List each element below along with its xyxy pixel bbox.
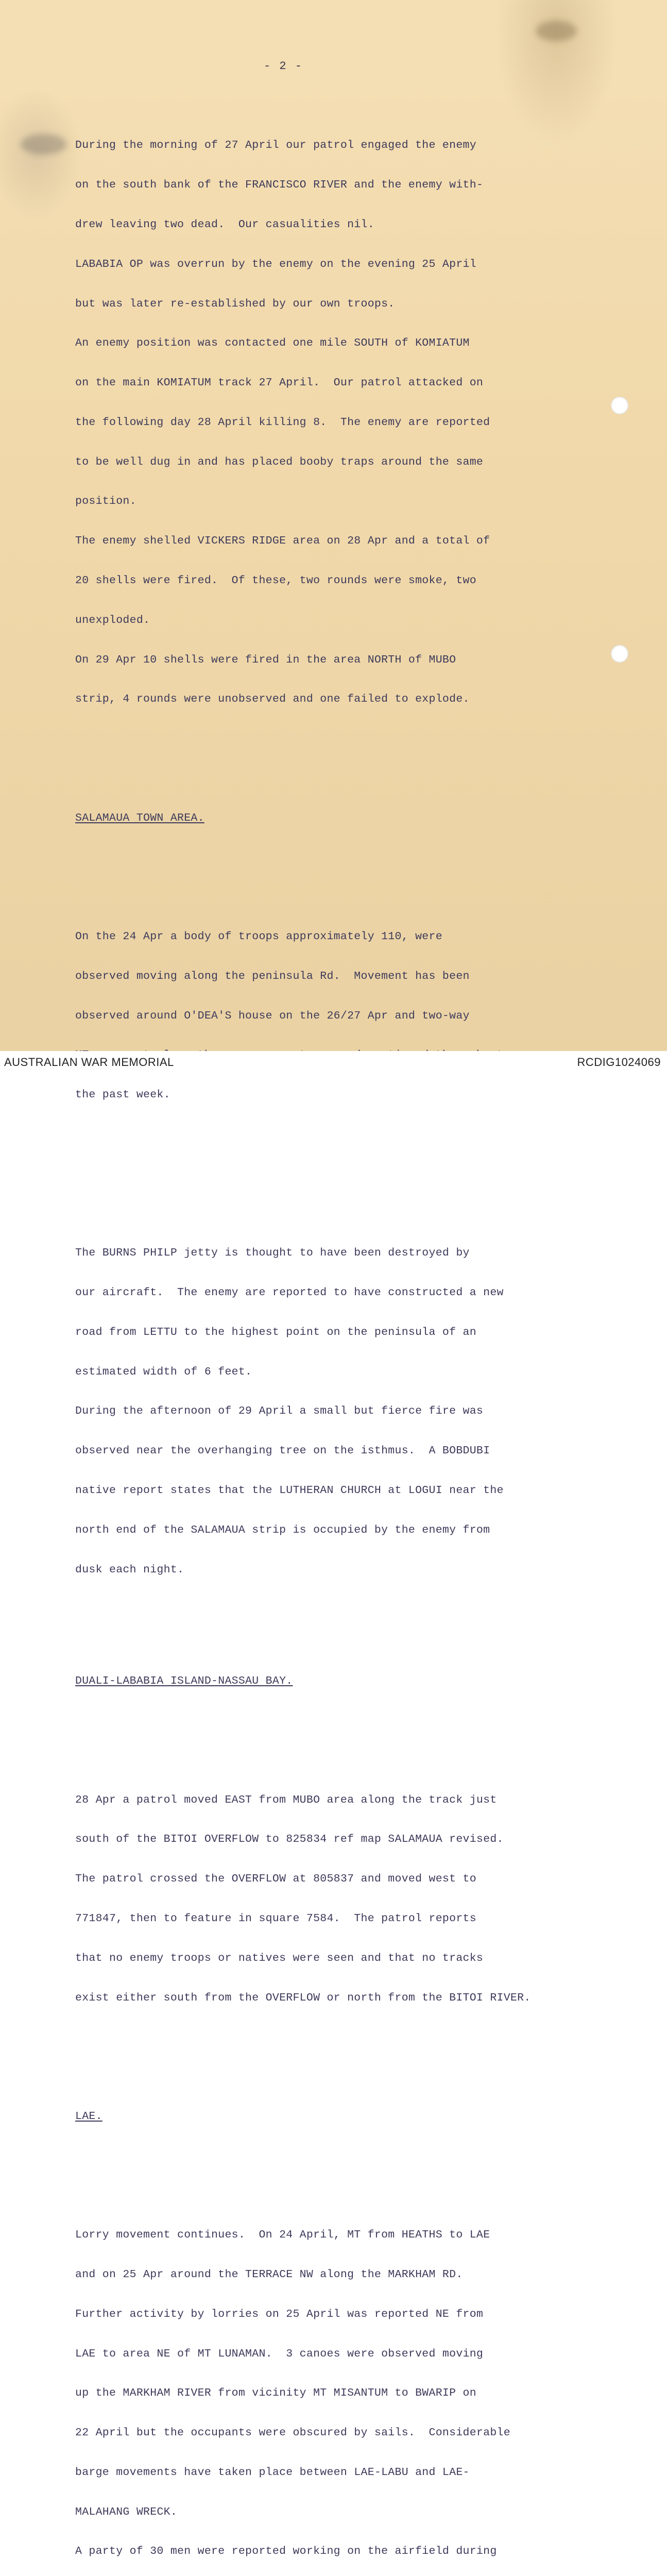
text-line: up the MARKHAM RIVER from vicinity MT MISANTUM to BWARIP on bbox=[75, 2387, 476, 2400]
text-line: unexploded. bbox=[75, 614, 150, 626]
archive-footer bbox=[0, 1051, 667, 1072]
text-line: 28 Apr a patrol moved EAST from MUBO area along the track just bbox=[75, 1793, 497, 1806]
footer-source-label: AUSTRALIAN WAR MEMORIAL bbox=[4, 1056, 174, 1069]
text-line: native report states that the LUTHERAN CHURCH at LOGUI near the bbox=[75, 1484, 504, 1497]
text-line: drew leaving two dead. Our casualities nil. bbox=[75, 218, 374, 231]
text-line: Lorry movement continues. On 24 April, MT from HEATHS to LAE bbox=[75, 2229, 490, 2242]
section-salamaua-1 bbox=[75, 904, 606, 1128]
ink-smudge bbox=[21, 134, 67, 155]
text-line: observed around O'DEA'S house on the 26/27 Apr and two-way bbox=[75, 1009, 470, 1022]
punch-hole bbox=[611, 397, 628, 414]
page-number: - 2 - bbox=[263, 60, 303, 73]
text-line: position. bbox=[75, 495, 136, 508]
footer-record-id: RCDIG1024069 bbox=[577, 1056, 661, 1069]
text-line: road from LETTU to the highest point on the peninsula of an bbox=[75, 1326, 476, 1338]
text-line: LABABIA OP was overrun by the enemy on the evening 25 April bbox=[75, 258, 476, 270]
section-intro bbox=[75, 113, 606, 733]
section-heading-duali: DUALI-LABABIA ISLAND-NASSAU BAY. bbox=[75, 1675, 293, 1688]
text-line: the following day 28 April killing 8. The enemy are reported bbox=[75, 416, 490, 429]
text-line: dusk each night. bbox=[75, 1563, 184, 1576]
text-line: south of the BITOI OVERFLOW to 825834 ref map SALAMAUA revised. bbox=[75, 1833, 504, 1846]
text-line: The patrol crossed the OVERFLOW at 805837 and moved west to bbox=[75, 1873, 476, 1886]
text-line: 20 shells were fired. Of these, two rounds were smoke, two bbox=[75, 574, 476, 587]
text-line: A party of 30 men were reported working on the airfield during bbox=[75, 2545, 497, 2558]
text-line: An enemy position was contacted one mile SOUTH of KOMIATUM bbox=[75, 337, 470, 350]
punch-hole bbox=[611, 645, 628, 663]
text-line: MALAHANG WRECK. bbox=[75, 2505, 178, 2518]
text-line: and on 25 Apr around the TERRACE NW along the MARKHAM RD. bbox=[75, 2268, 463, 2281]
text-line: strip, 4 rounds were unobserved and one failed to explode. bbox=[75, 693, 470, 706]
text-line: north end of the SALAMAUA strip is occupied by the enemy from bbox=[75, 1523, 490, 1536]
text-line: During the morning of 27 April our patrol engaged the enemy bbox=[75, 139, 476, 152]
text-line: to be well dug in and has placed booby traps around the same bbox=[75, 455, 484, 468]
section-heading-salamaua: SALAMAUA TOWN AREA. bbox=[75, 811, 204, 824]
section-duali bbox=[75, 1767, 606, 2031]
text-line: that no enemy troops or natives were seen and that no tracks bbox=[75, 1952, 484, 1964]
text-line: On the 24 Apr a body of troops approximately 110, were bbox=[75, 930, 442, 943]
text-line: exist either south from the OVERFLOW or north from the BITOI RIVER. bbox=[75, 1991, 531, 2004]
document-body bbox=[75, 87, 606, 2576]
text-line: our aircraft. The enemy are reported to have constructed a new bbox=[75, 1286, 504, 1299]
text-line: 22 April but the occupants were obscured by sails. Considerable bbox=[75, 2427, 510, 2439]
text-line: but was later re-established by our own troops. bbox=[75, 297, 395, 310]
section-heading-lae: LAE. bbox=[75, 2110, 102, 2123]
text-line: on the main KOMIATUM track 27 April. Our patrol attacked on bbox=[75, 377, 484, 389]
text-line: barge movements have taken place between LAE-LABU and LAE- bbox=[75, 2466, 470, 2479]
text-line: LAE to area NE of MT LUNAMAN. 3 canoes were observed moving bbox=[75, 2347, 484, 2360]
text-line: On 29 Apr 10 shells were fired in the area NORTH of MUBO bbox=[75, 653, 456, 666]
section-salamaua-2 bbox=[75, 1221, 606, 1603]
text-line: The BURNS PHILP jetty is thought to have been destroyed by bbox=[75, 1247, 470, 1260]
text-line: The enemy shelled VICKERS RIDGE area on 28 Apr and a total of bbox=[75, 535, 490, 548]
text-line: estimated width of 6 feet. bbox=[75, 1365, 252, 1378]
text-line: 771847, then to feature in square 7584. The patrol reports bbox=[75, 1912, 476, 1925]
section-lae bbox=[75, 2202, 606, 2576]
text-line: observed near the overhanging tree on the isthmus. A BOBDUBI bbox=[75, 1445, 490, 1458]
ink-smudge bbox=[536, 21, 577, 41]
text-line: Further activity by lorries on 25 April was reported NE from bbox=[75, 2308, 484, 2320]
text-line: observed moving along the peninsula Rd. Movement has been bbox=[75, 970, 470, 982]
text-line: on the south bank of the FRANCISCO RIVER and the enemy with- bbox=[75, 179, 484, 192]
text-line: During the afternoon of 29 April a small but fierce fire was bbox=[75, 1405, 484, 1418]
text-line: the past week. bbox=[75, 1089, 170, 1101]
